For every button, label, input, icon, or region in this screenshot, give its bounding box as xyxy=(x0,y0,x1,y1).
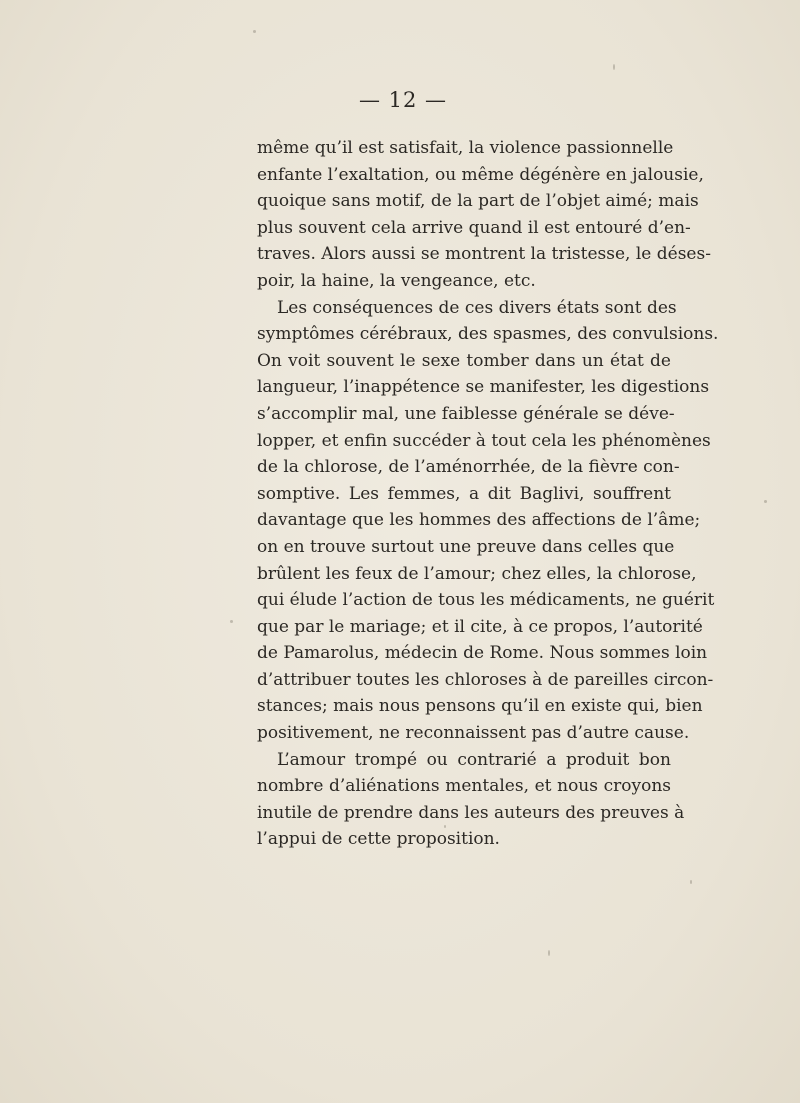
text-line: enfante l’exaltation, ou même dégénère en jalousie, xyxy=(257,164,704,185)
paper-speck xyxy=(690,880,692,884)
text-line: de Pamarolus, médecin de Rome. Nous sommes loin xyxy=(257,643,708,664)
text-line: brûlent les feux de l’amour; chez elles, la chlorose, xyxy=(257,563,697,584)
body-text xyxy=(257,135,719,853)
text-line: positivement, ne reconnaissent pas d’autre cause. xyxy=(257,723,690,744)
text-line: On voit souvent le sexe tomber dans un état de xyxy=(257,350,671,371)
text-line: L’amour trompé ou contrarié a produit bon xyxy=(277,749,671,770)
paper-speck xyxy=(764,500,767,503)
text-line: stances; mais nous pensons qu’il en existe qui, bien xyxy=(257,696,703,717)
text-line: lopper, et enfin succéder à tout cela les phénomènes xyxy=(257,430,711,451)
text-line: quoique sans motif, de la part de l’objet aimé; mais xyxy=(257,191,699,212)
paper-speck xyxy=(548,950,550,956)
paper-speck xyxy=(230,620,233,623)
text-line: de la chlorose, de l’aménorrhée, de la fièvre con- xyxy=(257,457,680,478)
text-line: d’attribuer toutes les chloroses à de pareilles circon- xyxy=(257,669,714,690)
text-line: nombre d’aliénations mentales, et nous croyons xyxy=(257,776,671,797)
text-line: que par le mariage; et il cite, à ce propos, l’autorité xyxy=(257,616,703,637)
text-line: plus souvent cela arrive quand il est entouré d’en- xyxy=(257,217,691,238)
paper-speck xyxy=(253,30,256,33)
text-line: traves. Alors aussi se montrent la tristesse, le déses- xyxy=(257,244,711,265)
paper-speck xyxy=(613,64,615,70)
text-line: l’appui de cette proposition. xyxy=(257,829,500,850)
paper-speck xyxy=(444,825,446,828)
text-line: langueur, l’inappétence se manifester, les digestions xyxy=(257,377,710,398)
text-line: inutile de prendre dans les auteurs des preuves à xyxy=(257,802,685,823)
text-line: s’accomplir mal, une faiblesse générale se déve- xyxy=(257,403,675,424)
text-line: Les conséquences de ces divers états sont des xyxy=(277,297,677,318)
text-line: qui élude l’action de tous les médicaments, ne guérit xyxy=(257,590,715,611)
text-line: somptive. Les femmes, a dit Baglivi, souffrent xyxy=(257,483,671,504)
text-line: même qu’il est satisfait, la violence passionnelle xyxy=(257,138,674,158)
text-line: on en trouve surtout une preuve dans celles que xyxy=(257,536,675,557)
text-line: davantage que les hommes des affections de l’âme; xyxy=(257,510,701,531)
text-line: symptômes cérébraux, des spasmes, des convulsions. xyxy=(257,324,719,345)
text-line: poir, la haine, la vengeance, etc. xyxy=(257,270,536,291)
page-number: — 12 — xyxy=(358,88,448,112)
